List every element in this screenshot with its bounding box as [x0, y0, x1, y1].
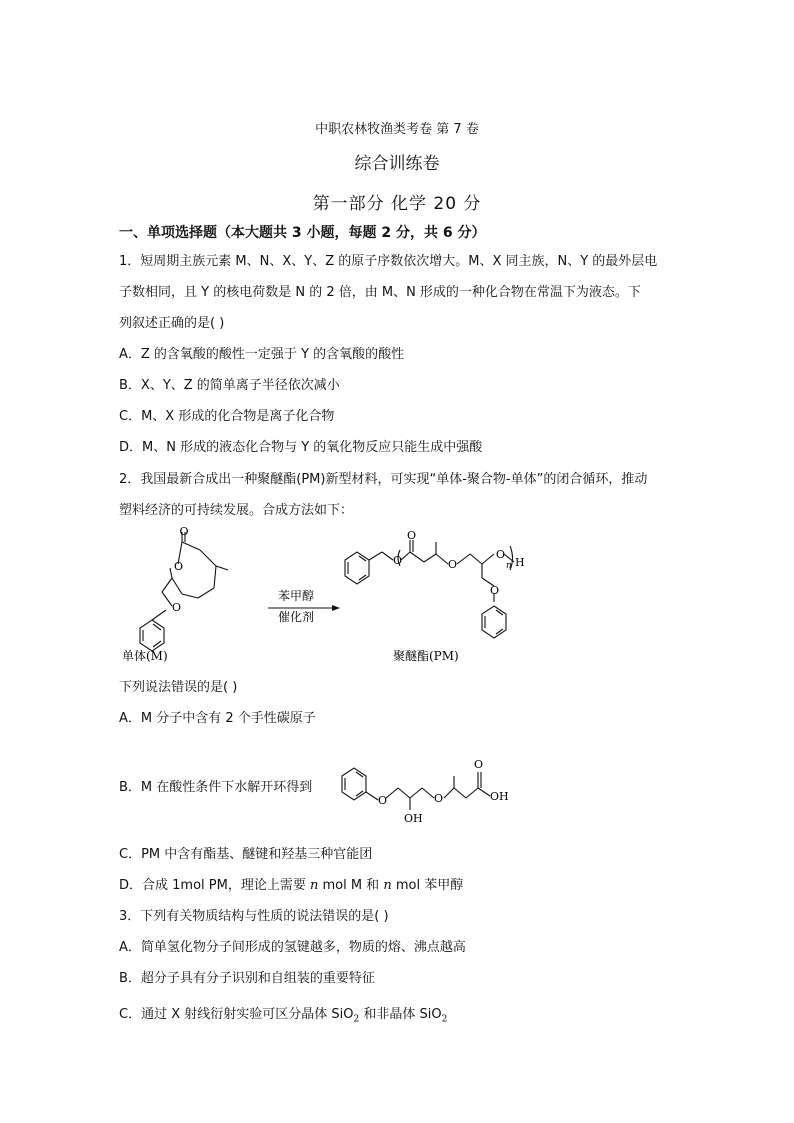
monomer-label: 单体(M)	[122, 649, 168, 663]
b-ether-o1: O	[378, 794, 388, 807]
q2-d-n2: n	[383, 878, 392, 893]
q2-ask: 下列说法错误的是( )	[119, 680, 238, 695]
q3-c-sub1: 2	[353, 1014, 360, 1025]
q3-c-pre: C．通过 X 射线衍射实验可区分晶体 SiO	[119, 1007, 354, 1022]
reagent-catalyst: 催化剂	[277, 610, 315, 624]
q2-option-a: A．M 分子中含有 2 个手性碳原子	[119, 711, 316, 726]
q3-option-b: B．超分子具有分子识别和自组装的重要特征	[119, 971, 375, 986]
q1-stem-line1: 1．短周期主族元素 M、N、X、Y、Z 的原子序数依次增大。M、X 同主族，N、Y 的最外层电	[119, 254, 658, 269]
q2-stem-line1: 2．我国最新合成出一种聚醚酯(PM)新型材料，可实现“单体-聚合物-单体”的闭合循环，推动	[119, 472, 648, 487]
q2-d-post: mol 苯甲醇	[391, 878, 464, 893]
q3-option-c	[119, 1003, 447, 1025]
option-b-structure	[326, 748, 546, 828]
b-ether-o2: O	[434, 792, 444, 805]
q2-option-b: B．M 在酸性条件下水解开环得到	[119, 780, 313, 795]
chain-o-label: O	[448, 558, 458, 571]
q2-stem-line2: 塑料经济的可持续发展。合成方法如下：	[119, 503, 354, 518]
q2-option-c: C．PM 中含有酯基、醚键和羟基三种官能团	[119, 847, 373, 862]
ester-carbonyl-o-label: O	[407, 529, 417, 542]
exam-subtitle: 综合训练卷	[354, 154, 440, 174]
q1-option-d: D．M、N 形成的液态化合物与 Y 的氧化物反应只能生成中强酸	[119, 440, 483, 455]
polymer-label: 聚醚酯(PM)	[393, 649, 459, 663]
ether-o-label: O	[172, 601, 182, 614]
ring-o-label: O	[174, 560, 184, 573]
b-carbonyl-o: O	[474, 758, 484, 771]
q2-d-mid: mol M 和	[318, 878, 384, 893]
q3-stem: 3．下列有关物质结构与性质的说法错误的是( )	[119, 909, 389, 924]
end-h-label: H	[515, 556, 525, 569]
ester-o-label: O	[393, 554, 403, 567]
q3-c-sub2: 2	[441, 1014, 448, 1025]
q2-d-pre: D．合成 1mol PM，理论上需要	[119, 878, 310, 893]
q3-option-a: A．简单氢化物分子间形成的氢键越多，物质的熔、沸点越高	[119, 940, 466, 955]
reagent-benzyl-alcohol: 苯甲醇	[277, 589, 315, 603]
reaction-scheme	[110, 520, 560, 670]
q2-option-d	[119, 874, 463, 893]
q1-stem-line3: 列叙述正确的是( )	[119, 316, 225, 331]
part-title: 第一部分 化学 20 分	[312, 194, 482, 214]
b-acid-oh: OH	[490, 790, 509, 803]
b-oh-label: OH	[404, 812, 423, 825]
q3-c-mid: 和非晶体 SiO	[359, 1007, 442, 1022]
repeat-n-label: n	[506, 561, 512, 571]
section-title: 一、单项选择题（本大题共 3 小题，每题 2 分，共 6 分）	[119, 225, 486, 241]
q2-d-n1: n	[309, 878, 319, 893]
q1-option-a: A．Z 的含氧酸的酸性一定强于 Y 的含氧酸的酸性	[119, 347, 405, 362]
carbonyl-o-label: O	[179, 525, 189, 538]
repeat-o-label: O	[496, 548, 506, 561]
q1-stem-line2: 子数相同，且 Y 的核电荷数是 N 的 2 倍，由 M、N 形成的一种化合物在常温下为液态。下	[119, 285, 641, 300]
side-o-label: O	[490, 584, 500, 597]
exam-header: 中职农林牧渔类考卷 第 7 卷	[315, 122, 479, 137]
q1-option-c: C．M、X 形成的化合物是离子化合物	[119, 409, 335, 424]
q1-option-b: B．X、Y、Z 的简单离子半径依次减小	[119, 378, 340, 393]
